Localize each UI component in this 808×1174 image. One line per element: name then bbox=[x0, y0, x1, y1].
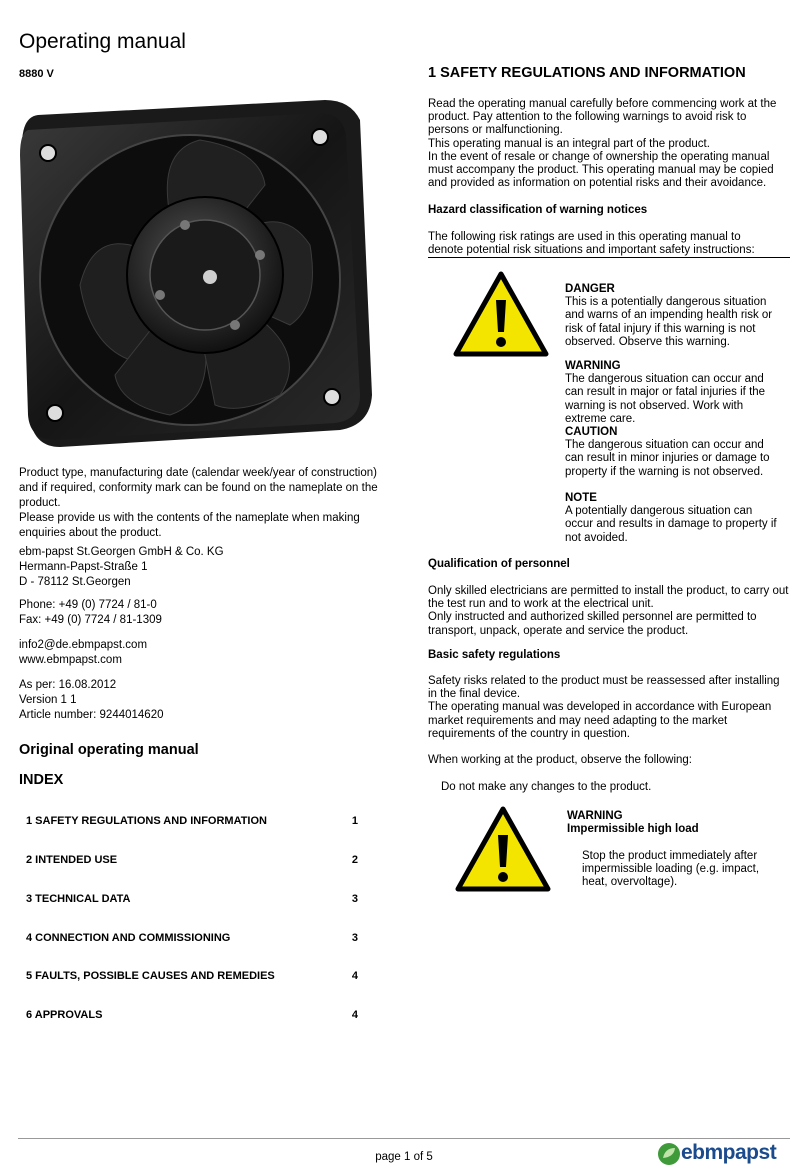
document-version: As per: 16.08.2012 Version 1 1 Article number: 9244014620 bbox=[19, 679, 164, 721]
brand-name: ebmpapst bbox=[681, 1141, 777, 1164]
divider bbox=[428, 257, 790, 258]
qualification-heading: Qualification of personnel bbox=[428, 558, 570, 570]
brand-logo bbox=[655, 1140, 775, 1168]
warning-triangle-icon bbox=[454, 805, 552, 893]
toc-entry[interactable]: 4 CONNECTION AND COMMISSIONING 3 bbox=[26, 932, 358, 944]
toc-entry[interactable]: 5 FAULTS, POSSIBLE CAUSES AND REMEDIES 4 bbox=[26, 970, 358, 982]
caution-level: CAUTION The dangerous situation can occur and can result in minor injuries or damage to property if the warning is not observed. bbox=[565, 426, 770, 478]
observe-text: When working at the product, observe the following: bbox=[428, 754, 693, 766]
hazard-text: The following risk ratings are used in this operating manual to denote potential risk situations and important safety instructions: bbox=[428, 231, 755, 257]
website-link[interactable]: www.ebmpapst.com bbox=[19, 654, 122, 666]
mount-hole bbox=[40, 145, 56, 161]
qualification-text: Only skilled electricians are permitted to install the product, to carry out the test run and to work at the electrical unit. Only instructed and authorized skilled personnel are permitted to transport, unpack, operate and service the product. bbox=[428, 585, 789, 637]
contact-web bbox=[19, 638, 379, 668]
table-of-contents bbox=[26, 815, 366, 1030]
nameplate-text: Product type, manufacturing date (calendar week/year of construction) and if required, conformity mark can be found on the nameplate on the product. bbox=[19, 467, 378, 509]
toc-entry[interactable]: 1 SAFETY REGULATIONS AND INFORMATION 1 bbox=[26, 815, 358, 827]
fan-product-image bbox=[20, 95, 380, 450]
leaf-icon bbox=[657, 1142, 681, 1166]
mount-hole bbox=[324, 389, 340, 405]
danger-level: DANGER This is a potentially dangerous situation and warns of an impending health risk or risk of fatal injury if this warning is not observed. Observe this warning. bbox=[565, 283, 773, 348]
nameplate-info bbox=[19, 466, 379, 541]
company-address: ebm-papst St.Georgen GmbH & Co. KG Hermann-Papst-Straße 1 D - 78112 St.Georgen bbox=[19, 546, 224, 588]
original-manual-heading: Original operating manual bbox=[19, 742, 199, 758]
warning-level: WARNING The dangerous situation can occur and can result in major or fatal injuries if the warning is not observed. Work with extreme care. bbox=[565, 360, 766, 425]
mount-hole bbox=[312, 129, 328, 145]
warning-triangle-icon bbox=[452, 270, 550, 358]
index-heading: INDEX bbox=[19, 772, 64, 788]
warning-high-load-text: Stop the product immediately after impermissible loading (e.g. impact, heat, overvoltage). bbox=[582, 850, 760, 889]
email-link[interactable]: info2@de.ebmpapst.com bbox=[19, 639, 148, 651]
no-changes-text: Do not make any changes to the product. bbox=[441, 781, 652, 793]
note-level: NOTE A potentially dangerous situation can occur and results in damage to property if not avoided. bbox=[565, 492, 777, 544]
model-number: 8880 V bbox=[19, 68, 54, 80]
nameplate-request-text: Please provide us with the contents of the nameplate when making enquiries about the product. bbox=[19, 512, 360, 539]
page-number: page 1 of 5 bbox=[375, 1151, 433, 1163]
basic-safety-heading: Basic safety regulations bbox=[428, 649, 561, 661]
section-heading-safety: 1 SAFETY REGULATIONS AND INFORMATION bbox=[428, 65, 746, 81]
hazard-heading: Hazard classification of warning notices bbox=[428, 204, 648, 216]
intro-text: Read the operating manual carefully before commencing work at the product. Pay attention to the following warnings to avoid risk to persons or malfunctioning. This operating manual is an integral part of the product. In the event of resale or change of ownership the operating manual must accompany the product. This operating manual may be copied and provided as information on potential risks and their avoidance. bbox=[428, 98, 777, 190]
toc-entry[interactable]: 6 APPROVALS 4 bbox=[26, 1009, 358, 1021]
page-title: Operating manual bbox=[19, 30, 186, 53]
warning-high-load-title: WARNING Impermissible high load bbox=[567, 810, 699, 836]
contact-phone-fax: Phone: +49 (0) 7724 / 81-0 Fax: +49 (0) 7724 / 81-1309 bbox=[19, 599, 162, 626]
mount-hole bbox=[47, 405, 63, 421]
footer-divider bbox=[18, 1138, 790, 1139]
basic-safety-text: Safety risks related to the product must be reassessed after installing in the final device. The operating manual was developed in accordance with European market requirements and may need adapting to the market requirements of the country in question. bbox=[428, 675, 780, 740]
toc-entry[interactable]: 3 TECHNICAL DATA 3 bbox=[26, 893, 358, 905]
toc-entry[interactable]: 2 INTENDED USE 2 bbox=[26, 854, 358, 866]
